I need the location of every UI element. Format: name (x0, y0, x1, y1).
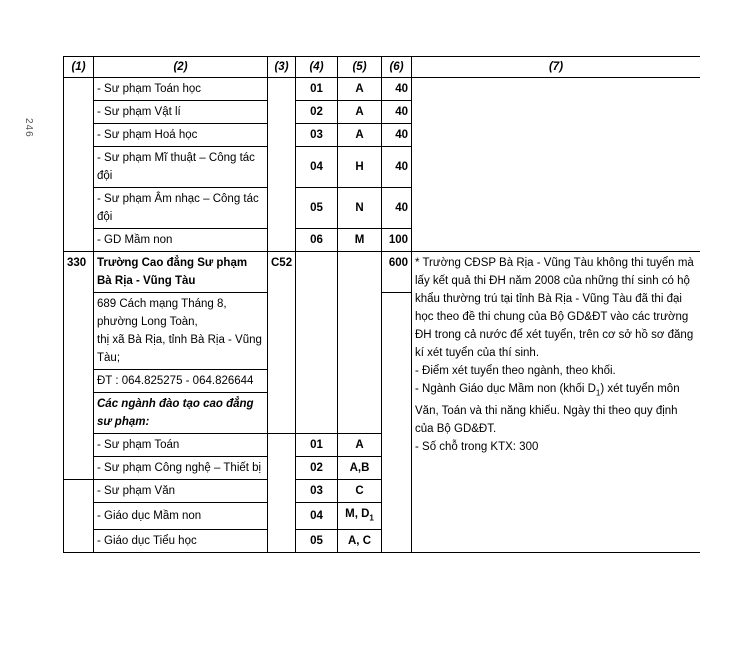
exam-block: M (338, 229, 382, 252)
header-col-2: (2) (94, 57, 268, 78)
table-row (64, 78, 701, 101)
major-code: 04 (296, 503, 338, 530)
exam-block: H (338, 147, 382, 188)
admissions-table-frame (63, 56, 700, 576)
major-code: 05 (296, 188, 338, 229)
quota-cell-empty (382, 293, 412, 553)
note-line: - Điểm xét tuyển theo ngành, theo khối. (415, 365, 616, 377)
exam-block: C (338, 480, 382, 503)
major-code: 05 (296, 530, 338, 553)
header-col-1: (1) (64, 57, 94, 78)
school-row (64, 252, 701, 293)
major-name: - Sư phạm Hoá học (94, 124, 268, 147)
admissions-table (63, 56, 700, 553)
note-line: * Trường CĐSP Bà Rịa - Vũng Tàu không thi tuyển mà lấy kết quả thi ĐH năm 2008 của những thí sinh có hộ khẩu thường trú tại tỉnh Bà Rịa - Vũng Tàu đã thi đại học theo đề thi chung của Bộ GD&ĐT vào các trường ĐH trong cả nước để xét tuyển, trên cơ sở hồ sơ đăng kí xét tuyển của thí sinh. (415, 257, 694, 359)
major-code: 04 (296, 147, 338, 188)
address-line: phường Long Toàn, (97, 316, 198, 328)
section-heading: Các ngành đào tạo cao đẳng sư phạm: (94, 393, 268, 434)
major-name: - Sư phạm Văn (94, 480, 268, 503)
school-notes (412, 252, 701, 553)
major-name: - Sư phạm Toán học (94, 78, 268, 101)
major-name: - Sư phạm Công nghệ – Thiết bị (94, 457, 268, 480)
major-name: - Sư phạm Mĩ thuật – Công tác đội (94, 147, 268, 188)
exam-block: N (338, 188, 382, 229)
quota: 40 (382, 188, 412, 229)
school-name: Trường Cao đẳng Sư phạm Bà Rịa - Vũng Tàu (94, 252, 268, 293)
exam-block: M, $D_1$ (338, 503, 382, 530)
school-code-cell-empty (268, 78, 296, 252)
major-name: - GD Mầm non (94, 229, 268, 252)
exam-block: A (338, 78, 382, 101)
major-name: - Giáo dục Mầm non (94, 503, 268, 530)
major-name: - Giáo dục Tiểu học (94, 530, 268, 553)
exam-block-cell-empty (338, 252, 382, 434)
major-name: - Sư phạm Toán (94, 434, 268, 457)
major-code: 03 (296, 124, 338, 147)
quota: 40 (382, 78, 412, 101)
exam-block: A (338, 124, 382, 147)
stt-cell-empty (64, 78, 94, 252)
note-line: - Ngành Giáo dục Mầm non (khối $D_1$) xét tuyển môn Văn, Toán và thi năng khiếu. Ngày thi theo quy định của Bộ GD&ĐT. (415, 383, 680, 436)
header-col-3: (3) (268, 57, 296, 78)
address-line: 689 Cách mạng Tháng 8, (97, 298, 227, 310)
notes-cell-empty (412, 78, 701, 252)
exam-block: A, C (338, 530, 382, 553)
quota: 40 (382, 124, 412, 147)
school-code: C52 (268, 252, 296, 434)
major-code: 01 (296, 434, 338, 457)
school-quota: 600 (382, 252, 412, 293)
quota: 40 (382, 101, 412, 124)
school-address (94, 293, 268, 370)
header-row (64, 57, 701, 78)
header-col-5: (5) (338, 57, 382, 78)
major-code: 02 (296, 457, 338, 480)
school-code-cell-empty (268, 434, 296, 553)
exam-block: A (338, 101, 382, 124)
exam-block: A,B (338, 457, 382, 480)
address-line: thị xã Bà Rịa, tỉnh Bà Rịa - Vũng Tàu; (97, 334, 262, 364)
note-line: - Số chỗ trong KTX: 300 (415, 441, 539, 454)
page-number: 246 (23, 118, 34, 138)
school-phone: ĐT : 064.825275 - 064.826644 (94, 370, 268, 393)
major-code: 03 (296, 480, 338, 503)
header-col-7: (7) (412, 57, 701, 78)
school-stt: 330 (64, 252, 94, 480)
major-code-cell-empty (296, 252, 338, 434)
exam-block: A (338, 434, 382, 457)
major-code: 06 (296, 229, 338, 252)
major-name: - Sư phạm Vật lí (94, 101, 268, 124)
header-col-4: (4) (296, 57, 338, 78)
quota: 100 (382, 229, 412, 252)
stt-cell-empty (64, 480, 94, 553)
major-code: 01 (296, 78, 338, 101)
header-col-6: (6) (382, 57, 412, 78)
major-code: 02 (296, 101, 338, 124)
quota: 40 (382, 147, 412, 188)
major-name: - Sư phạm Âm nhạc – Công tác đội (94, 188, 268, 229)
